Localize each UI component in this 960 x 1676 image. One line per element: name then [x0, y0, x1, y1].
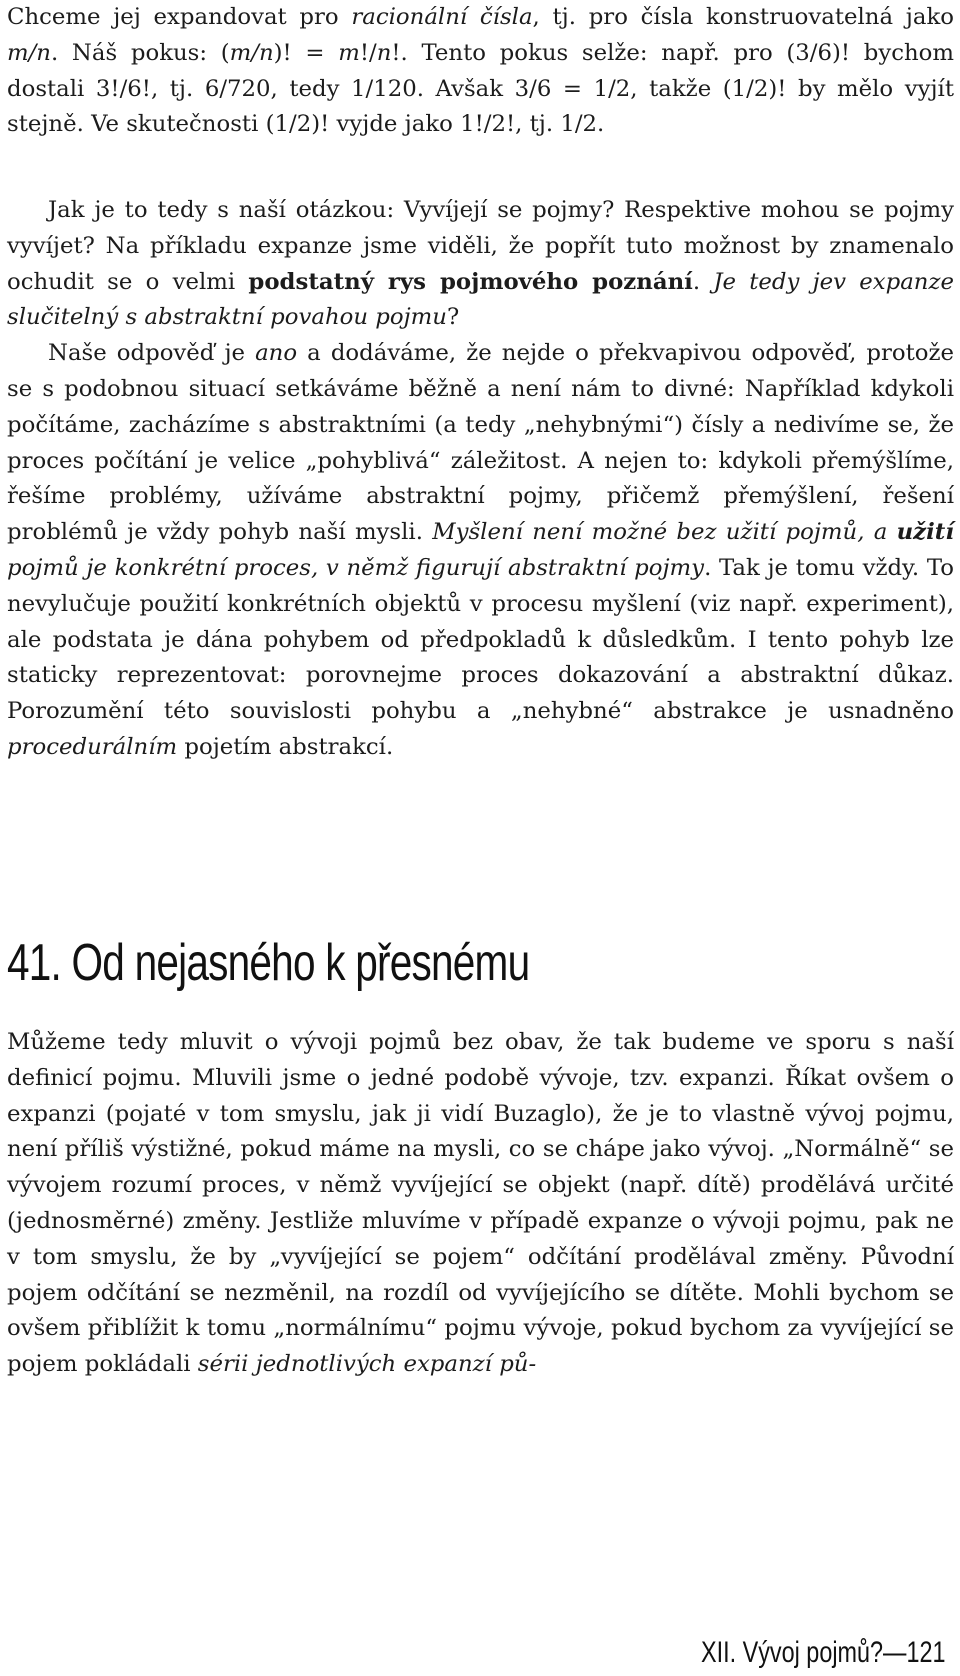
book-page: [7, 0, 955, 1676]
p3-italic-4: procedurálním: [7, 733, 178, 760]
p1-text-6: !. Tento pokus selže: např. pro (3/6)! bychom dostali 3!/6!, tj. 6/720, tedy 1/120. Avšak 3/6 = 1/2, takže (1/2)! by mělo vyjít stejně. Ve skutečnosti (1/2)! vyjde jako 1!/2!, tj. 1/2.: [7, 39, 954, 138]
section-heading: 41. Od nejasného k přesnému: [7, 934, 530, 992]
p3-italic-2: Myšlení není možné bez užití pojmů, a: [432, 519, 897, 546]
p1-text-5: !/: [359, 39, 377, 66]
paragraph-2: [7, 193, 954, 336]
p1-italic-5: n: [376, 39, 392, 66]
paragraph-3: [7, 336, 954, 766]
p3-italic-1: ano: [255, 340, 298, 367]
p3-text-4: pojetím abstrakcí.: [177, 733, 394, 760]
p2-text-3: ?: [446, 304, 460, 331]
p3-italic-3: pojmů je konkrétní proces, v němž figurují abstraktní pojmy: [7, 554, 705, 581]
running-footer: XII. Vývoj pojmů?—121: [700, 1636, 945, 1669]
p4-italic-1: sérii jednotlivých expanzí pů-: [197, 1351, 537, 1378]
p2-italic-1: Je tedy jev expanze slučitelný s abstraktní povahou pojmu: [7, 268, 954, 331]
p3-bold-italic-text: užití: [896, 519, 954, 546]
p1-text-1: Chceme jej expandovat pro: [7, 4, 352, 30]
paragraph-1: [7, 0, 954, 143]
p2-text-2: .: [692, 268, 714, 295]
p1-italic-2: m/n: [7, 39, 51, 66]
p1-text-3: . Náš pokus: (: [50, 39, 230, 66]
p2-text-1: Jak je to tedy s naší otázkou: Vyvíjejí se pojmy? Respektive mohou se pojmy vyvíjet? Na příkladu expanze jsme viděli, že popřít tuto možnost by znamenalo ochudit se o velmi: [7, 197, 954, 295]
p1-italic-3: m/n: [229, 39, 274, 66]
p1-italic-4: m: [338, 39, 360, 66]
p3-text-3: . Tak je tomu vždy. To nevylučuje použití konkrétních objektů v procesu myšlení (viz např. experiment), ale podstata je dána pohybem od předpokladů k důsledkům. I tento pohyb lze staticky reprezentovat: porovnejme proces dokazování a abstraktní důkaz. Porozumění této souvislosti pohybu a „nehybné“ abstrakce je usnadněno: [7, 554, 954, 725]
p2-bold-1: podstatný rys pojmového poznání: [248, 268, 693, 295]
p3-text-1: Naše odpověď je: [48, 340, 256, 367]
paragraph-4: [7, 1025, 954, 1383]
paragraph-group-2: [7, 193, 954, 766]
p3-text-2: a dodáváme, že nejde o překvapivou odpověď, protože se s podobnou situací setkáváme běžně a není nám to divné: Například kdykoli počítáme, zacházíme s abstraktními (a tedy „nehybnými“) čísly a nedivíme se, že proces počítání je velice „pohyblivá“ záležitost. A nejen to: kdykoli přemýšlíme, řešíme problémy, užíváme abstraktní pojmy, přičemž přemýšlení, řešení problémů je vždy pohyb naší mysli.: [7, 340, 954, 546]
p4-text-1: Můžeme tedy mluvit o vývoji pojmů bez obav, že tak budeme ve sporu s naší definicí pojmu. Mluvili jsme o jedné podobě vývoje, tzv. expanzi. Říkat ovšem o expanzi (pojaté v tom smyslu, jak ji vidí Buzaglo), že je to vlastně vývoj pojmu, není příliš výstižné, pokud máme na mysli, co se chápe jako vývoj. „Normálně“ se vývojem rozumí proces, v němž vyvíjející se objekt (např. dítě) prodělává určité (jednosměrné) změny. Jestliže mluvíme v případě expanze o vývoji pojmu, pak ne v tom smyslu, že by „vyvíjející se pojem“ odčítání prodělával změny. Původní pojem odčítání se nezměnil, na rozdíl od vyvíjejícího se dítěte. Mohli bychom se ovšem přiblížit k tomu „normálnímu“ pojmu vývoje, pokud bychom za vyvíjející se pojem pokládali: [7, 1029, 954, 1378]
p1-italic-1: racionální čísla: [351, 4, 533, 30]
p3-bold-italic-1: [897, 519, 954, 545]
p1-text-4: )! =: [273, 39, 339, 66]
p1-text-2: , tj. pro čísla konstruovatelná jako: [532, 4, 954, 30]
